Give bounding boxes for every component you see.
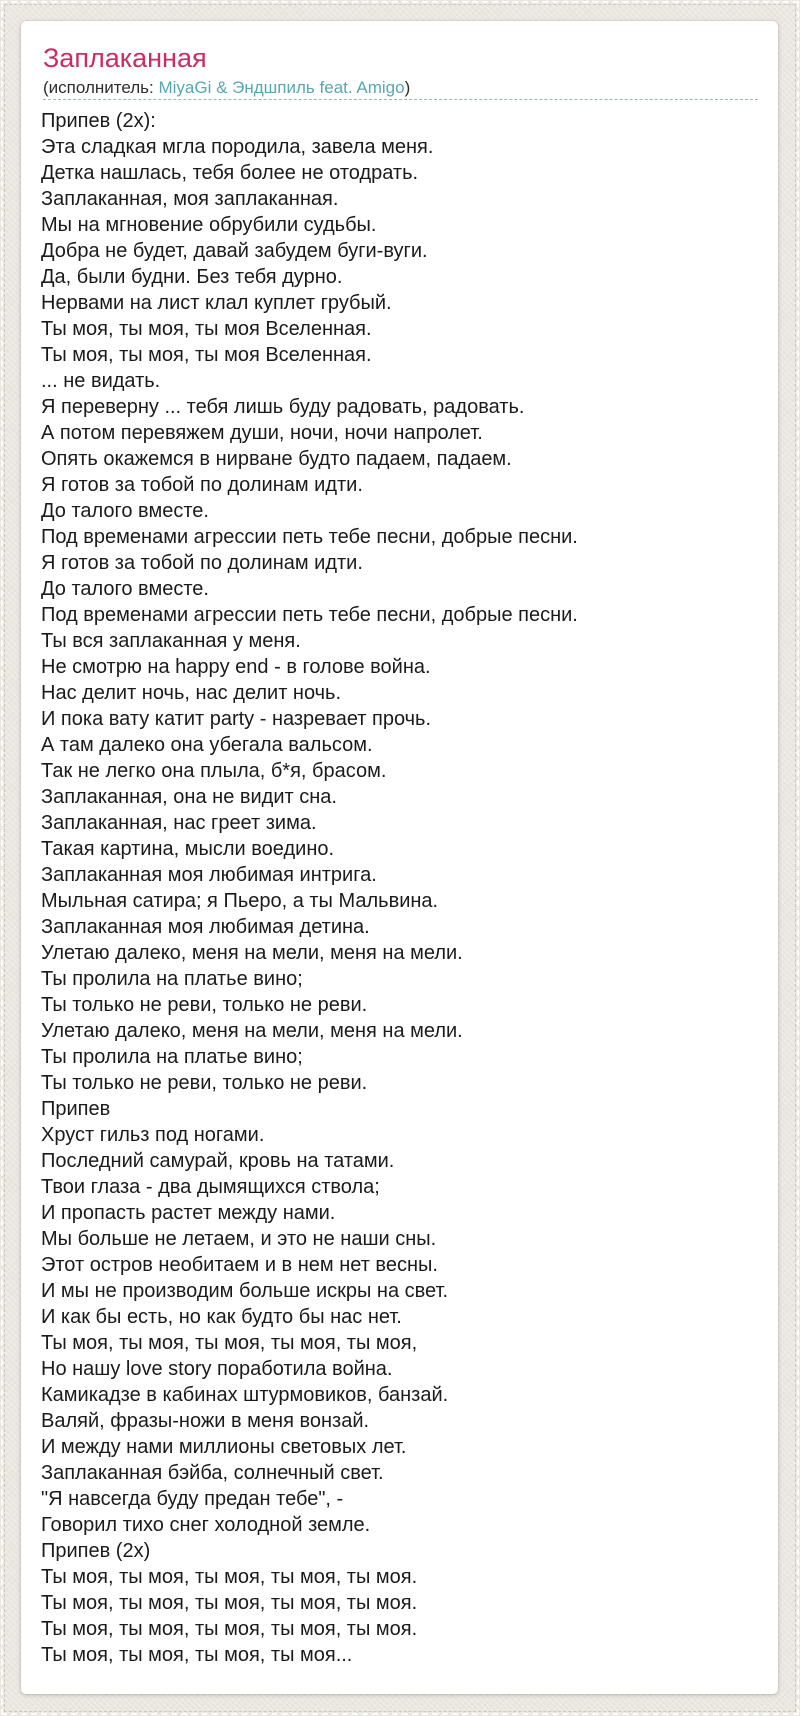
lyric-line: "Я навсегда буду предан тебе", -: [41, 1488, 344, 1510]
lyric-line: Улетаю далеко, меня на мели, меня на мели.: [41, 1020, 463, 1042]
lyric-line: Заплаканная, она не видит сна.: [41, 786, 337, 808]
lyric-line: А там далеко она убегала вальсом.: [41, 734, 373, 756]
lyric-line: Ты моя, ты моя, ты моя, ты моя, ты моя.: [41, 1592, 418, 1614]
lyric-line: Валяй, фразы-ножи в меня вонзай.: [41, 1410, 370, 1432]
artist-prefix-label: (исполнитель:: [43, 78, 159, 97]
lyric-line: До талого вместе.: [41, 578, 209, 600]
lyric-line: Опять окажемся в нирване будто падаем, падаем.: [41, 448, 512, 470]
lyric-line: Но нашу love story поработила война.: [41, 1358, 393, 1380]
lyric-line: Припев: [41, 1098, 111, 1120]
lyric-line: Твои глаза - два дымящихся ствола;: [41, 1176, 380, 1198]
lyric-line: Ты моя, ты моя, ты моя, ты моя, ты моя.: [41, 1618, 418, 1640]
lyric-line: Ты только не реви, только не реви.: [41, 994, 368, 1016]
lyric-line: Заплаканная моя любимая детина.: [41, 916, 370, 938]
page-title: Заплаканная: [43, 43, 207, 73]
lyric-line: ... не видать.: [41, 370, 161, 392]
lyric-line: Ты моя, ты моя, ты моя Вселенная.: [41, 318, 372, 340]
lyric-line: Да, были будни. Без тебя дурно.: [41, 266, 343, 288]
lyric-line: Детка нашлась, тебя более не отодрать.: [41, 162, 419, 184]
lyrics-block: [41, 108, 758, 1668]
lyric-line: Этот остров необитаем и в нем нет весны.: [41, 1254, 438, 1276]
lyric-line: Ты моя, ты моя, ты моя, ты моя...: [41, 1644, 353, 1666]
lyric-line: Заплаканная, моя заплаканная.: [41, 188, 339, 210]
lyric-line: Ты пролила на платье вино;: [41, 968, 303, 990]
lyric-line: Ты вся заплаканная у меня.: [41, 630, 301, 652]
artist-line: [43, 78, 758, 100]
lyric-line: Я переверну ... тебя лишь буду радовать, радовать.: [41, 396, 525, 418]
lyric-line: Заплаканная, нас греет зима.: [41, 812, 317, 834]
lyric-line: Мы на мгновение обрубили судьбы.: [41, 214, 377, 236]
lyric-line: Улетаю далеко, меня на мели, меня на мели.: [41, 942, 463, 964]
lyric-line: Мыльная сатира; я Пьеро, а ты Мальвина.: [41, 890, 439, 912]
lyric-line: Ты моя, ты моя, ты моя Вселенная.: [41, 344, 372, 366]
artist-link[interactable]: MiyaGi & Эндшпиль feat. Amigo: [158, 78, 405, 97]
lyric-line: Я готов за тобой по долинам идти.: [41, 552, 363, 574]
lyric-line: И мы не производим больше искры на свет.: [41, 1280, 449, 1302]
lyric-line: Хруст гильз под ногами.: [41, 1124, 265, 1146]
lyric-line: Ты моя, ты моя, ты моя, ты моя, ты моя.: [41, 1566, 418, 1588]
lyric-line: Нервами на лист клал куплет грубый.: [41, 292, 392, 314]
lyric-line: И пропасть растет между нами.: [41, 1202, 336, 1224]
lyric-line: Ты моя, ты моя, ты моя, ты моя, ты моя,: [41, 1332, 418, 1354]
lyric-line: Под временами агрессии петь тебе песни, добрые песни.: [41, 526, 578, 548]
lyric-line: Я готов за тобой по долинам идти.: [41, 474, 363, 496]
lyric-line: Нас делит ночь, нас делит ночь.: [41, 682, 342, 704]
lyric-line: Не смотрю на happy end - в голове война.: [41, 656, 431, 678]
lyric-line: Заплаканная бэйба, солнечный свет.: [41, 1462, 384, 1484]
lyric-line: Добра не будет, давай забудем буги-вуги.: [41, 240, 428, 262]
lyric-line: А потом перевяжем души, ночи, ночи напролет.: [41, 422, 483, 444]
lyrics-card: [21, 21, 778, 1694]
lyric-line: Так не легко она плыла, б*я, брасом.: [41, 760, 387, 782]
lyric-line: Заплаканная моя любимая интрига.: [41, 864, 377, 886]
lyric-line: И между нами миллионы световых лет.: [41, 1436, 407, 1458]
lyric-line: Ты пролила на платье вино;: [41, 1046, 303, 1068]
lyric-line: Говорил тихо снег холодной земле.: [41, 1514, 371, 1536]
lyric-line: Последний самурай, кровь на татами.: [41, 1150, 395, 1172]
lyric-line: Мы больше не летаем, и это не наши сны.: [41, 1228, 437, 1250]
lyric-line: До талого вместе.: [41, 500, 209, 522]
lyric-line: Припев (2x): [41, 1540, 151, 1562]
lyric-line: И пока вату катит party - назревает прочь.: [41, 708, 432, 730]
lyric-line: Ты только не реви, только не реви.: [41, 1072, 368, 1094]
lyric-line: И как бы есть, но как будто бы нас нет.: [41, 1306, 402, 1328]
lyric-line: Такая картина, мысли воедино.: [41, 838, 335, 860]
artist-suffix-label: ): [404, 78, 411, 97]
lyric-line: Под временами агрессии петь тебе песни, добрые песни.: [41, 604, 578, 626]
lyric-line: Эта сладкая мгла породила, завела меня.: [41, 136, 434, 158]
lyric-line: Припев (2x):: [41, 110, 156, 132]
lyric-line: Камикадзе в кабинах штурмовиков, банзай.: [41, 1384, 449, 1406]
